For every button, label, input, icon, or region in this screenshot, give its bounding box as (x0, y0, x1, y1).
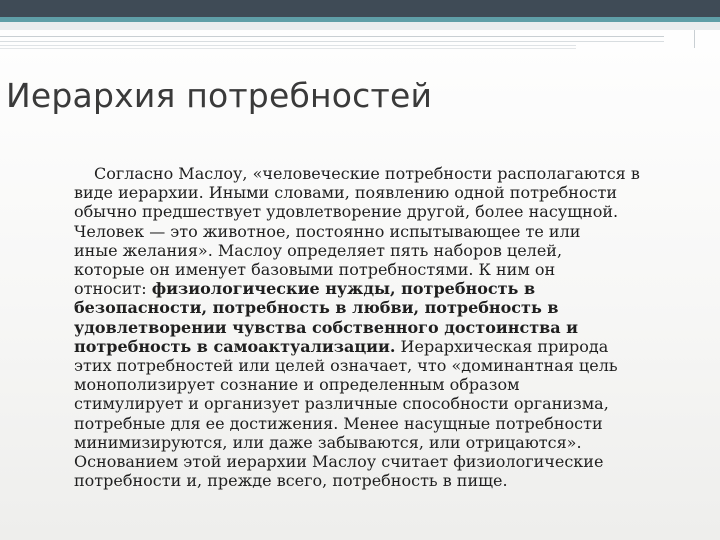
text-line (74, 452, 684, 471)
text-line (74, 471, 684, 490)
bold-phrase: потребность в самоактуализации. (74, 336, 396, 356)
text-line-content: потребные для ее достижения. Менее насущные потребности (74, 413, 603, 433)
bold-phrase: удовлетворении чувства собственного достоинства и (74, 317, 579, 337)
text-line (74, 356, 684, 375)
text-line (74, 375, 684, 394)
text-line-content: Согласно Маслоу, «человеческие потребности располагаются в (94, 164, 640, 183)
text-line (74, 318, 684, 337)
text-line (74, 433, 684, 452)
text-line-content: стимулирует и организует различные способности организма, (74, 394, 609, 414)
text-line (74, 298, 684, 317)
text-line-content: этих потребностей или целей означает, что «доминантная цель (74, 356, 618, 376)
text-line-content: которые он именует базовыми потребностями. К ним он (74, 260, 556, 280)
text-line (74, 202, 684, 221)
bold-phrase: физиологические нужды, потребность в (151, 279, 536, 299)
text-line (74, 164, 684, 183)
text-line (74, 183, 684, 202)
text-line (74, 337, 684, 356)
text-line-content: потребности и, прежде всего, потребность в пище. (74, 471, 508, 491)
text-line (74, 241, 684, 260)
text-line-content: Основанием этой иерархии Маслоу считает физиологические (74, 452, 604, 472)
text-line-content: виде иерархии. Иными словами, появлению одной потребности (74, 183, 618, 203)
text-line-content: иные желания». Маслоу определяет пять наборов целей, (74, 240, 563, 260)
text-line-content: минимизируются, или даже забываются, или отрицаются». (74, 432, 582, 452)
text-line (74, 394, 684, 413)
decorative-rule (0, 48, 576, 49)
text-line (74, 414, 684, 433)
text-line (74, 222, 684, 241)
text-line (74, 279, 684, 298)
slide-title: Иерархия потребностей (6, 76, 433, 115)
header-light-stripe (0, 22, 720, 30)
decorative-rule (0, 36, 664, 37)
header-band (0, 0, 720, 17)
text-line-content: Иерархическая природа (395, 336, 609, 356)
slide-body-text (74, 164, 684, 490)
text-line-content: Человек — это животное, постоянно испытывающее те или (74, 221, 581, 241)
text-line-content: монополизирует сознание и определенным образом (74, 375, 520, 395)
text-line-content: обычно предшествует удовлетворение другой, более насущной. (74, 202, 619, 222)
bold-phrase: безопасности, потребность в любви, потребность в (74, 298, 559, 318)
decorative-rule (694, 30, 695, 48)
decorative-rule (0, 41, 664, 42)
text-line-content: относит: (74, 279, 152, 299)
decorative-rule (0, 45, 576, 46)
text-line (74, 260, 684, 279)
